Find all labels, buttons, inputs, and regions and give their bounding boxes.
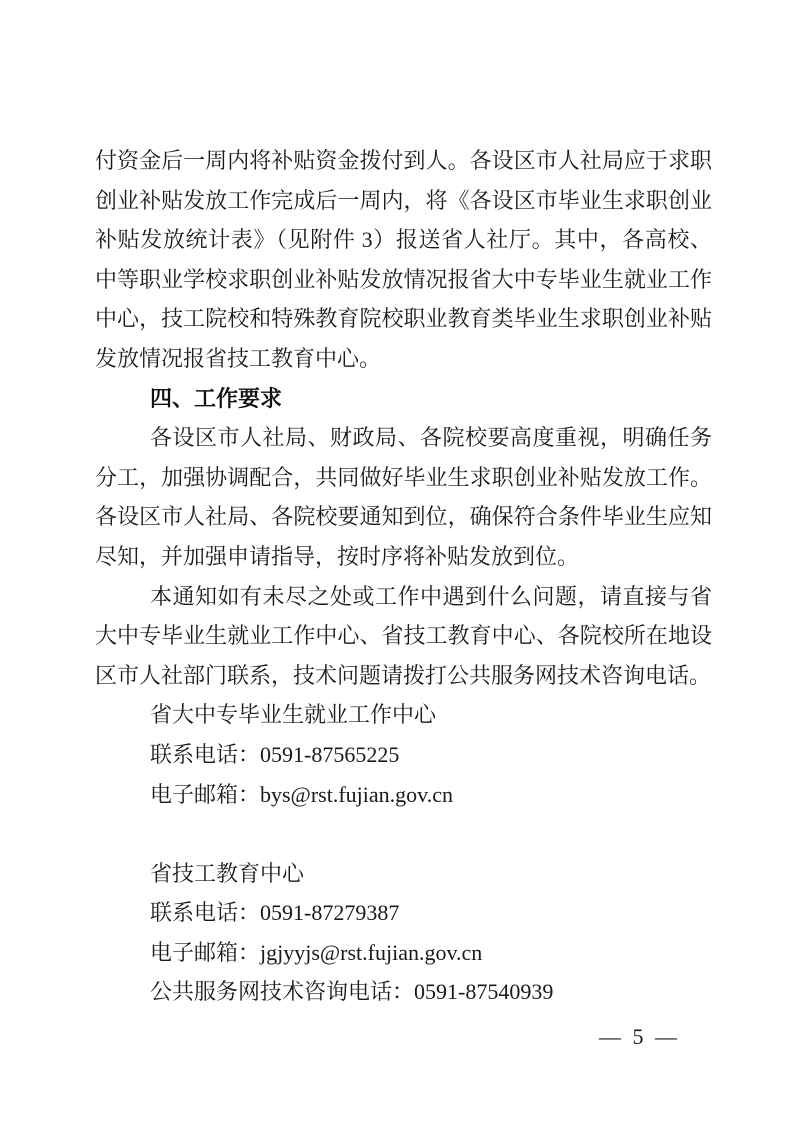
blank-line-separator bbox=[95, 814, 712, 854]
section-heading-work-requirements: 四、工作要求 bbox=[150, 385, 283, 411]
paragraph-contact-instructions: 本通知如有未尽之处或工作中遇到什么问题，请直接与省大中专毕业生就业工作中心、省技工教育中心、各院校所在地设区市人社部门联系，技术问题请拨打公共服务网技术咨询电话。 bbox=[95, 583, 712, 688]
contact-1-name: 省大中专毕业生就业工作中心 bbox=[150, 702, 437, 728]
contact-2-name: 省技工教育中心 bbox=[150, 860, 305, 886]
contact-1-email: 电子邮箱：bys@rst.fujian.gov.cn bbox=[150, 781, 453, 807]
page-number: — 5 — bbox=[599, 1024, 680, 1049]
document-body bbox=[95, 141, 712, 1012]
contact-1-phone: 联系电话：0591-87565225 bbox=[150, 741, 400, 767]
paragraph-continuation: 付资金后一周内将补贴资金拨付到人。各设区市人社局应于求职创业补贴发放工作完成后一周内，将《各设区市毕业生求职创业补贴发放统计表》（见附件 3）报送省人社厅。其中，各高校、中等职业学校求职创业补贴发放情况报省大中专毕业生就业工作中心，技工院校和特殊教育院校职业教育类毕业生求职创业补贴发放情况报省技工教育中心。 bbox=[95, 148, 712, 371]
contact-2-phone: 联系电话：0591-87279387 bbox=[150, 900, 400, 926]
contact-2-email: 电子邮箱：jgjyyjs@rst.fujian.gov.cn bbox=[150, 939, 483, 965]
contact-2-hotline: 公共服务网技术咨询电话：0591-87540939 bbox=[150, 979, 554, 1005]
paragraph-work-requirements: 各设区市人社局、财政局、各院校要高度重视，明确任务分工，加强协调配合，共同做好毕业生求职创业补贴发放工作。各设区市人社局、各院校要通知到位，确保符合条件毕业生应知尽知，并加强申请指导，按时序将补贴发放到位。 bbox=[95, 425, 712, 569]
